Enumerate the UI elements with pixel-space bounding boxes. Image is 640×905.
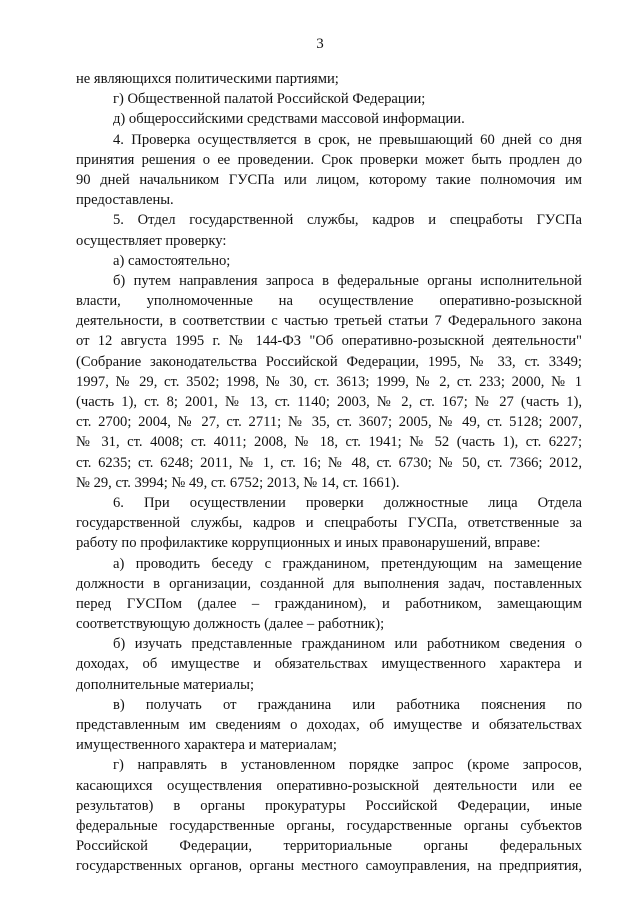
text-line: должности в организации, созданной для выполнения задач, поставленных [76, 575, 582, 592]
text-line: 90 дней начальником ГУСПа или лицом, которому такие полномочия им [76, 171, 582, 188]
text-line: Российской Федерации, территориальные органы федеральных [76, 838, 582, 855]
text-line: в) получать от гражданина или работника пояснения по [113, 696, 582, 713]
text-line: ст. 2700; 2004, № 27, ст. 2711; № 35, ст. 3607; 2005, № 49, ст. 5128; 2007, [76, 414, 582, 431]
text-line: № 29, ст. 3994; № 49, ст. 6752; 2013, № 14, ст. 1661). [76, 474, 400, 491]
text-line: б) путем направления запроса в федеральные органы исполнительной [113, 272, 582, 289]
text-line: г) направлять в установленном порядке запрос (кроме запросов, [113, 757, 582, 774]
text-line: 4. Проверка осуществляется в срок, не превышающий 60 дней со дня [113, 131, 582, 148]
text-line: результатов) в органы прокуратуры Российской Федерации, иные [76, 797, 582, 814]
page-number: 3 [316, 36, 324, 52]
text-line: деятельности, в соответствии с частью третьей статьи 7 Федерального закона [76, 313, 582, 330]
text-line: от 12 августа 1995 г. № 144-ФЗ "Об оперативно-розыскной деятельности" [76, 333, 582, 350]
text-line: г) Общественной палатой Российской Федерации; [113, 91, 426, 108]
text-line: соответствующую должность (далее – работник); [76, 616, 385, 633]
text-line: (часть 1), ст. 8; 2001, № 13, ст. 1140; 2003, № 2, ст. 167; № 27 (часть 1), [76, 394, 582, 410]
text-line: перед ГУСПом (далее – гражданином), и работником, замещающим [76, 595, 582, 612]
text-line: (Собрание законодательства Российской Федерации, 1995, № 33, ст. 3349; [76, 353, 582, 370]
text-line: б) изучать представленные гражданином или работником сведения о [113, 636, 582, 653]
text-line: а) самостоятельно; [113, 252, 231, 269]
text-line: власти, уполномоченные на осуществление оперативно-розыскной [76, 293, 582, 310]
text-line: 1997, № 29, ст. 3502; 1998, № 30, ст. 3613; 1999, № 2, ст. 233; 2000, № 1 [76, 373, 582, 390]
text-line: 5. Отдел государственной службы, кадров и спецработы ГУСПа [113, 212, 582, 229]
text-line: не являющихся политическими партиями; [76, 71, 339, 87]
text-line: принятия решения о ее проведении. Срок проверки может быть продлен до [76, 151, 582, 168]
text-line: а) проводить беседу с гражданином, претендующим на замещение [113, 555, 582, 572]
text-line: государственных органов, органы местного самоуправления, на предприятия, [76, 858, 582, 875]
text-line: представленным им сведениям о доходах, об имуществе и обязательствах [76, 717, 582, 733]
text-line: дополнительные материалы; [76, 676, 255, 693]
text-line: доходах, об имуществе и обязательствах имущественного характера и [76, 656, 582, 673]
text-line: ст. 6235; ст. 6248; 2011, № 1, ст. 16; № 48, ст. 6730; № 50, ст. 7366; 2012, [76, 454, 582, 471]
text-line: 6. При осуществлении проверки должностные лица Отдела [113, 494, 582, 511]
document-body [76, 69, 582, 877]
text-line: государственной службы, кадров и спецработы ГУСПа, ответственные за [76, 515, 582, 532]
text-line: имущественного характера и материалам; [76, 737, 337, 754]
text-line: предоставлены. [76, 192, 174, 209]
text-line: № 31, ст. 4008; ст. 4011; 2008, № 18, ст. 1941; № 52 (часть 1), ст. 6227; [76, 434, 582, 451]
text-line: федеральные государственные органы, государственные органы субъектов [76, 817, 582, 834]
text-line: д) общероссийскими средствами массовой информации. [113, 111, 465, 128]
text-line: касающихся осуществления оперативно-розыскной деятельности или ее [76, 777, 582, 794]
text-line: работу по профилактике коррупционных и иных правонарушений, вправе: [76, 535, 541, 552]
text-line: осуществляет проверку: [76, 232, 227, 249]
